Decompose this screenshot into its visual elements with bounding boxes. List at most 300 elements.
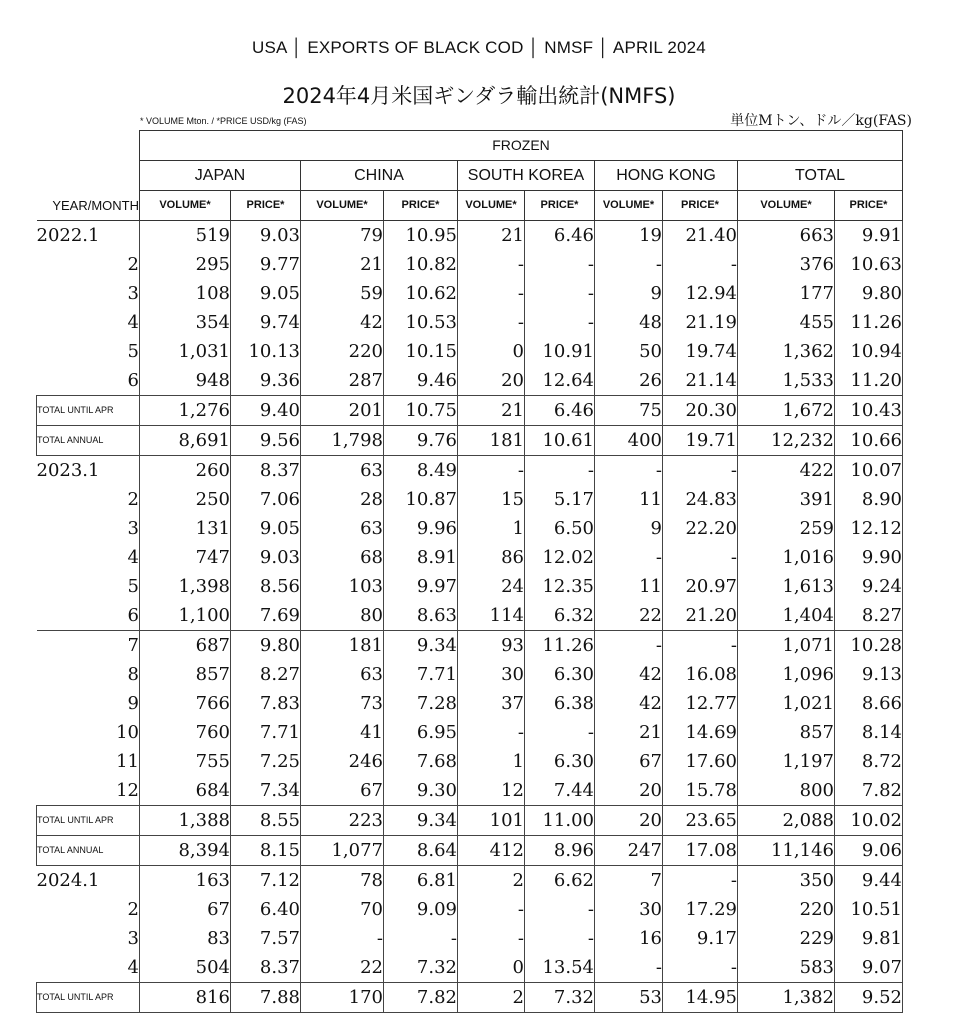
volume-cell: - (301, 924, 384, 953)
volume-cell: 455 (738, 308, 835, 337)
year-month-label: 11 (116, 751, 139, 772)
price-cell: 9.76 (384, 426, 458, 456)
volume-cell: 1,672 (738, 396, 835, 426)
price-cell: 6.46 (525, 221, 595, 251)
volume-cell: 9 (595, 279, 663, 308)
volume-cell: 93 (458, 631, 525, 661)
price-cell: 7.69 (231, 601, 301, 631)
price-cell: 21.19 (663, 308, 738, 337)
volume-cell: 59 (301, 279, 384, 308)
price-cell: 10.43 (835, 396, 903, 426)
price-cell: 9.03 (231, 221, 301, 251)
volume-cell: 250 (140, 485, 231, 514)
volume-cell: 1,016 (738, 543, 835, 572)
volume-cell: 103 (301, 572, 384, 601)
country-header-south-korea: SOUTH KOREA (458, 161, 595, 191)
price-cell: 9.03 (231, 543, 301, 572)
price-cell: 12.64 (525, 366, 595, 396)
price-cell: 9.74 (231, 308, 301, 337)
price-cell: 8.49 (384, 456, 458, 486)
table-row (37, 426, 903, 456)
price-cell: 7.71 (384, 660, 458, 689)
volume-cell: 63 (301, 456, 384, 486)
price-cell: 15.78 (663, 776, 738, 806)
volume-cell: 22 (301, 953, 384, 983)
volume-cell: 41 (301, 718, 384, 747)
price-cell: 7.88 (231, 983, 301, 1013)
volume-header: VOLUME* (458, 191, 525, 221)
price-cell: 9.17 (663, 924, 738, 953)
volume-cell: 0 (458, 337, 525, 366)
price-cell: 6.38 (525, 689, 595, 718)
price-cell: - (663, 250, 738, 279)
price-cell: 9.80 (835, 279, 903, 308)
price-cell: 9.05 (231, 279, 301, 308)
price-cell: 10.28 (835, 631, 903, 661)
volume-cell: 1,021 (738, 689, 835, 718)
price-cell: 16.08 (663, 660, 738, 689)
price-cell: - (663, 953, 738, 983)
volume-cell: 83 (140, 924, 231, 953)
price-cell: 7.71 (231, 718, 301, 747)
table-row (37, 718, 903, 747)
price-cell: 9.56 (231, 426, 301, 456)
volume-cell: 67 (595, 747, 663, 776)
year-month-label: 2 (127, 489, 139, 510)
table-row (37, 806, 903, 836)
price-cell: - (525, 250, 595, 279)
volume-cell: 181 (301, 631, 384, 661)
volume-cell: 220 (738, 895, 835, 924)
price-cell: - (525, 895, 595, 924)
price-cell: 12.12 (835, 514, 903, 543)
volume-cell: 350 (738, 866, 835, 896)
volume-cell: 8,394 (140, 836, 231, 866)
year-month-label: 10 (116, 722, 139, 743)
price-cell: 9.06 (835, 836, 903, 866)
price-cell: 6.46 (525, 396, 595, 426)
country-header-total: TOTAL (738, 161, 903, 191)
table-row (37, 953, 903, 983)
volume-cell: 1,362 (738, 337, 835, 366)
price-cell: 7.83 (231, 689, 301, 718)
price-cell: - (525, 924, 595, 953)
price-cell: 12.77 (663, 689, 738, 718)
price-cell: 9.81 (835, 924, 903, 953)
volume-cell: 19 (595, 221, 663, 251)
volume-cell: 376 (738, 250, 835, 279)
volume-cell: 63 (301, 660, 384, 689)
volume-cell: 504 (140, 953, 231, 983)
price-cell: 8.90 (835, 485, 903, 514)
volume-cell: 20 (458, 366, 525, 396)
volume-cell: 11 (595, 485, 663, 514)
volume-cell: 391 (738, 485, 835, 514)
price-cell: 10.95 (384, 221, 458, 251)
volume-cell: 1,096 (738, 660, 835, 689)
volume-cell: - (458, 718, 525, 747)
table-row (37, 895, 903, 924)
volume-cell: 8,691 (140, 426, 231, 456)
volume-cell: 28 (301, 485, 384, 514)
volume-cell: 101 (458, 806, 525, 836)
volume-cell: 400 (595, 426, 663, 456)
price-cell: 17.08 (663, 836, 738, 866)
volume-cell: 42 (595, 689, 663, 718)
price-cell: 10.02 (835, 806, 903, 836)
volume-cell: 67 (140, 895, 231, 924)
volume-cell: 22 (595, 601, 663, 631)
price-cell: 6.32 (525, 601, 595, 631)
volume-cell: 53 (595, 983, 663, 1013)
price-cell: 7.32 (525, 983, 595, 1013)
volume-cell: 223 (301, 806, 384, 836)
table-body (37, 221, 903, 1013)
price-cell: 9.24 (835, 572, 903, 601)
volume-cell: 684 (140, 776, 231, 806)
year-month-label: 3 (127, 928, 139, 949)
volume-cell: 1,388 (140, 806, 231, 836)
price-cell: 6.95 (384, 718, 458, 747)
price-cell: 17.29 (663, 895, 738, 924)
price-cell: 9.05 (231, 514, 301, 543)
volume-cell: 86 (458, 543, 525, 572)
price-cell: 7.57 (231, 924, 301, 953)
volume-cell: 259 (738, 514, 835, 543)
country-header-hong-kong: HONG KONG (595, 161, 738, 191)
volume-cell: - (458, 456, 525, 486)
price-cell: 8.91 (384, 543, 458, 572)
volume-cell: 30 (595, 895, 663, 924)
table-row (37, 776, 903, 806)
volume-cell: 1,197 (738, 747, 835, 776)
volume-cell: 75 (595, 396, 663, 426)
price-cell: 9.09 (384, 895, 458, 924)
table-row (37, 836, 903, 866)
volume-cell: 26 (595, 366, 663, 396)
price-cell: 6.81 (384, 866, 458, 896)
volume-cell: 260 (140, 456, 231, 486)
volume-cell: 68 (301, 543, 384, 572)
volume-cell: 1,276 (140, 396, 231, 426)
volume-cell: 73 (301, 689, 384, 718)
price-cell: 9.07 (835, 953, 903, 983)
volume-cell: 1,613 (738, 572, 835, 601)
volume-cell: - (458, 250, 525, 279)
price-cell: 19.74 (663, 337, 738, 366)
price-cell: 9.91 (835, 221, 903, 251)
volume-cell: 9 (595, 514, 663, 543)
price-cell: 24.83 (663, 485, 738, 514)
table-row (37, 983, 903, 1013)
price-cell: 8.37 (231, 953, 301, 983)
price-cell: 20.30 (663, 396, 738, 426)
table-row (37, 747, 903, 776)
volume-cell: 21 (458, 396, 525, 426)
volume-cell: 114 (458, 601, 525, 631)
volume-cell: 70 (301, 895, 384, 924)
price-cell: 9.97 (384, 572, 458, 601)
year-month-label: 3 (127, 518, 139, 539)
volume-cell: 163 (140, 866, 231, 896)
price-cell: 7.12 (231, 866, 301, 896)
price-cell: 12.94 (663, 279, 738, 308)
frozen-header: FROZEN (140, 131, 903, 161)
price-cell: 9.34 (384, 631, 458, 661)
table-row (37, 572, 903, 601)
volume-cell: 181 (458, 426, 525, 456)
price-cell: 7.68 (384, 747, 458, 776)
year-month-label: 3 (127, 283, 139, 304)
volume-header: VOLUME* (140, 191, 231, 221)
price-cell: 6.62 (525, 866, 595, 896)
price-header: PRICE* (384, 191, 458, 221)
price-cell: 8.72 (835, 747, 903, 776)
price-cell: 13.54 (525, 953, 595, 983)
volume-cell: 108 (140, 279, 231, 308)
year-month-header: YEAR/MONTH (37, 191, 140, 221)
volume-cell: 247 (595, 836, 663, 866)
price-cell: 23.65 (663, 806, 738, 836)
year-month-label: 8 (127, 664, 139, 685)
volume-cell: 80 (301, 601, 384, 631)
price-cell: 10.66 (835, 426, 903, 456)
price-cell: 10.91 (525, 337, 595, 366)
total-row-label: TOTAL UNTIL APR (37, 983, 140, 1013)
price-cell: - (663, 543, 738, 572)
volume-cell: 687 (140, 631, 231, 661)
price-cell: 10.07 (835, 456, 903, 486)
volume-cell: 0 (458, 953, 525, 983)
volume-header: VOLUME* (595, 191, 663, 221)
price-cell: 9.90 (835, 543, 903, 572)
volume-cell: 30 (458, 660, 525, 689)
volume-cell: 79 (301, 221, 384, 251)
price-cell: - (663, 631, 738, 661)
volume-cell: 354 (140, 308, 231, 337)
price-cell: 9.77 (231, 250, 301, 279)
volume-cell: 15 (458, 485, 525, 514)
price-cell: 9.44 (835, 866, 903, 896)
volume-cell: - (595, 456, 663, 486)
volume-cell: 11 (595, 572, 663, 601)
price-cell: 21.40 (663, 221, 738, 251)
volume-cell: 1,533 (738, 366, 835, 396)
volume-cell: 170 (301, 983, 384, 1013)
units-note-japanese: 単位Mトン、ドル／kg(FAS) (730, 113, 912, 129)
price-cell: 12.35 (525, 572, 595, 601)
price-cell: 7.28 (384, 689, 458, 718)
year-month-label: 5 (127, 341, 139, 362)
year-month-label: 9 (127, 693, 139, 714)
price-cell: 8.27 (231, 660, 301, 689)
price-header: PRICE* (835, 191, 903, 221)
year-month-label: 4 (127, 547, 139, 568)
price-cell: 5.17 (525, 485, 595, 514)
volume-cell: 755 (140, 747, 231, 776)
volume-cell: - (595, 631, 663, 661)
price-cell: 9.36 (231, 366, 301, 396)
volume-cell: 1,100 (140, 601, 231, 631)
year-month-label: 5 (127, 576, 139, 597)
volume-header: VOLUME* (738, 191, 835, 221)
price-cell: 11.26 (525, 631, 595, 661)
volume-cell: 42 (595, 660, 663, 689)
volume-cell: 2 (458, 983, 525, 1013)
price-cell: - (663, 866, 738, 896)
year-month-label: 4 (37, 953, 140, 983)
volume-cell: 1,398 (140, 572, 231, 601)
price-cell: 21.14 (663, 366, 738, 396)
price-cell: - (525, 456, 595, 486)
price-cell: 9.80 (231, 631, 301, 661)
price-cell: 7.25 (231, 747, 301, 776)
volume-cell: 287 (301, 366, 384, 396)
volume-cell: 857 (140, 660, 231, 689)
price-cell: 6.50 (525, 514, 595, 543)
table-row (37, 308, 903, 337)
volume-cell: 12,232 (738, 426, 835, 456)
price-cell: 9.52 (835, 983, 903, 1013)
table-row (37, 514, 903, 543)
volume-cell: 246 (301, 747, 384, 776)
volume-cell: 747 (140, 543, 231, 572)
price-cell: - (525, 279, 595, 308)
volume-cell: 948 (140, 366, 231, 396)
price-cell: 11.26 (835, 308, 903, 337)
price-cell: 9.30 (384, 776, 458, 806)
price-cell: 8.66 (835, 689, 903, 718)
volume-cell: 1 (458, 747, 525, 776)
table-row (37, 485, 903, 514)
table-row (37, 601, 903, 631)
price-cell: - (384, 924, 458, 953)
price-cell: 9.40 (231, 396, 301, 426)
price-cell: 9.96 (384, 514, 458, 543)
volume-cell: 11,146 (738, 836, 835, 866)
year-month-label: 4 (127, 312, 139, 333)
price-header: PRICE* (663, 191, 738, 221)
price-cell: 10.62 (384, 279, 458, 308)
volume-cell: 63 (301, 514, 384, 543)
table-row (37, 250, 903, 279)
price-cell: 10.51 (835, 895, 903, 924)
price-cell: 19.71 (663, 426, 738, 456)
volume-cell: 663 (738, 221, 835, 251)
total-row-label: TOTAL UNTIL APR (37, 396, 140, 426)
volume-cell: 295 (140, 250, 231, 279)
price-cell: 7.82 (384, 983, 458, 1013)
price-cell: 9.34 (384, 806, 458, 836)
volume-cell: 800 (738, 776, 835, 806)
price-cell: 10.15 (384, 337, 458, 366)
volume-cell: 816 (140, 983, 231, 1013)
price-cell: 6.30 (525, 747, 595, 776)
volume-cell: 1 (458, 514, 525, 543)
volume-cell: 229 (738, 924, 835, 953)
volume-cell: - (458, 924, 525, 953)
price-cell: 8.96 (525, 836, 595, 866)
price-cell: 7.44 (525, 776, 595, 806)
volume-cell: 7 (595, 866, 663, 896)
total-row-label: TOTAL UNTIL APR (37, 806, 140, 836)
table-row (37, 689, 903, 718)
price-cell: 22.20 (663, 514, 738, 543)
table-row (37, 221, 903, 251)
price-cell: 6.30 (525, 660, 595, 689)
total-row-label: TOTAL ANNUAL (37, 836, 140, 866)
volume-cell: - (595, 953, 663, 983)
table-row (37, 631, 903, 661)
volume-cell: 42 (301, 308, 384, 337)
year-month-label: 6 (37, 366, 140, 396)
units-note-english: * VOLUME Mton. / *PRICE USD/kg (FAS) (140, 116, 307, 126)
report-title: USA │ EXPORTS OF BLACK COD │ NMSF │ APRIL 2024 (252, 38, 706, 57)
price-cell: 20.97 (663, 572, 738, 601)
price-cell: 10.94 (835, 337, 903, 366)
table-row (37, 396, 903, 426)
price-cell: 9.46 (384, 366, 458, 396)
volume-cell: 201 (301, 396, 384, 426)
year-month-label: 2024.1 (37, 866, 140, 896)
volume-cell: 1,382 (738, 983, 835, 1013)
price-cell: 7.82 (835, 776, 903, 806)
country-header-china: CHINA (301, 161, 458, 191)
price-cell: - (525, 718, 595, 747)
black-cod-export-table (36, 130, 903, 1013)
japanese-report-title: 2024年4月米国ギンダラ輸出統計(NMFS) (282, 84, 676, 108)
price-cell: 7.34 (231, 776, 301, 806)
price-cell: 7.06 (231, 485, 301, 514)
volume-cell: 48 (595, 308, 663, 337)
volume-cell: 67 (301, 776, 384, 806)
volume-cell: 131 (140, 514, 231, 543)
volume-cell: 583 (738, 953, 835, 983)
table-row (37, 660, 903, 689)
price-cell: 14.69 (663, 718, 738, 747)
price-cell: 8.56 (231, 572, 301, 601)
table-row (37, 456, 903, 486)
volume-cell: 220 (301, 337, 384, 366)
price-cell: 8.14 (835, 718, 903, 747)
volume-cell: 16 (595, 924, 663, 953)
volume-cell: 2,088 (738, 806, 835, 836)
volume-cell: 766 (140, 689, 231, 718)
volume-cell: 37 (458, 689, 525, 718)
price-cell: 7.32 (384, 953, 458, 983)
volume-cell: - (595, 543, 663, 572)
volume-cell: 1,031 (140, 337, 231, 366)
volume-cell: 412 (458, 836, 525, 866)
price-header: PRICE* (525, 191, 595, 221)
volume-cell: 20 (595, 806, 663, 836)
volume-cell: 519 (140, 221, 231, 251)
volume-cell: 1,077 (301, 836, 384, 866)
volume-cell: 177 (738, 279, 835, 308)
volume-cell: 1,798 (301, 426, 384, 456)
table-row (37, 337, 903, 366)
price-cell: 10.53 (384, 308, 458, 337)
volume-cell: 760 (140, 718, 231, 747)
year-month-label: 2 (127, 254, 139, 275)
price-cell: 11.20 (835, 366, 903, 396)
volume-cell: 21 (458, 221, 525, 251)
volume-cell: - (458, 279, 525, 308)
price-cell: 14.95 (663, 983, 738, 1013)
price-cell: 11.00 (525, 806, 595, 836)
volume-cell: 78 (301, 866, 384, 896)
price-cell: 10.61 (525, 426, 595, 456)
